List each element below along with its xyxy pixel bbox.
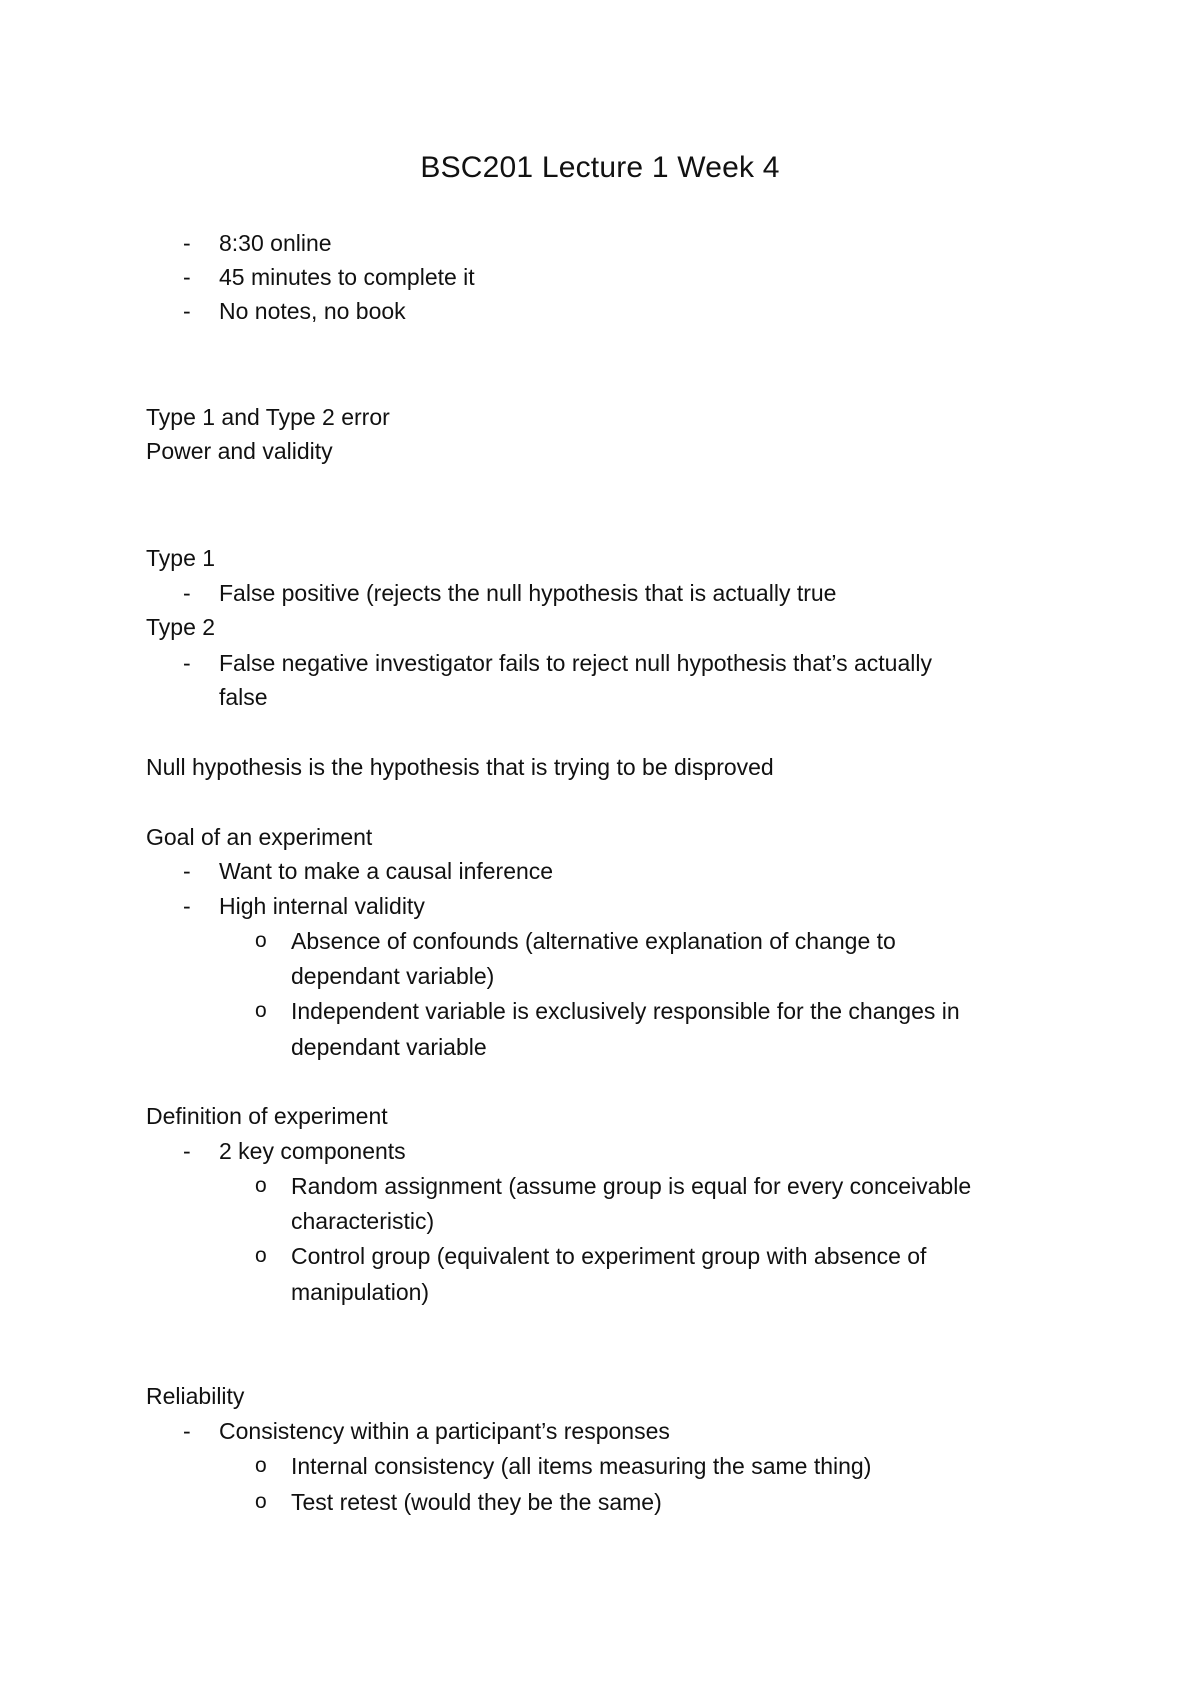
dash-bullet: -	[183, 230, 191, 256]
section-heading: Reliability	[146, 1383, 245, 1409]
dash-bullet: -	[183, 893, 191, 919]
list-item-text: False negative investigator fails to reject null hypothesis that’s actually	[219, 650, 932, 676]
list-item-text: 45 minutes to complete it	[219, 264, 475, 290]
sub-list-item-continuation: dependant variable	[291, 1034, 487, 1060]
list-item-text: False positive (rejects the null hypothesis that is actually true	[219, 580, 837, 606]
dash-bullet: -	[183, 650, 191, 676]
sub-list-item-continuation: manipulation)	[291, 1279, 430, 1305]
list-item-text: No notes, no book	[219, 298, 406, 324]
dash-bullet: -	[183, 264, 191, 290]
circle-bullet: o	[255, 929, 267, 952]
circle-bullet: o	[255, 999, 267, 1022]
sub-list-item-text: Internal consistency (all items measuring the same thing)	[291, 1453, 872, 1479]
section-heading: Type 1	[146, 545, 216, 571]
section-heading: Type 2	[146, 614, 216, 640]
topic-line: Type 1 and Type 2 error	[146, 404, 390, 430]
circle-bullet: o	[255, 1174, 267, 1197]
list-item-continuation: false	[219, 684, 268, 710]
topic-line: Power and validity	[146, 438, 333, 464]
list-item-text: Consistency within a participant’s responses	[219, 1418, 670, 1444]
page-title: BSC201 Lecture 1 Week 4	[420, 151, 780, 184]
section-heading: Definition of experiment	[146, 1103, 388, 1129]
list-item-text: Want to make a causal inference	[219, 858, 554, 884]
list-item-text: 2 key components	[219, 1138, 406, 1164]
sub-list-item-text: Independent variable is exclusively responsible for the changes in	[291, 998, 960, 1024]
sub-list-item-continuation: characteristic)	[291, 1208, 435, 1234]
dash-bullet: -	[183, 298, 191, 324]
sub-list-item-text: Random assignment (assume group is equal for every conceivable	[291, 1173, 972, 1199]
circle-bullet: o	[255, 1490, 267, 1513]
circle-bullet: o	[255, 1454, 267, 1477]
list-item-text: 8:30 online	[219, 230, 332, 256]
sub-list-item-continuation: dependant variable)	[291, 963, 495, 989]
sub-list-item-text: Control group (equivalent to experiment group with absence of	[291, 1243, 927, 1269]
dash-bullet: -	[183, 1138, 191, 1164]
circle-bullet: o	[255, 1244, 267, 1267]
dash-bullet: -	[183, 858, 191, 884]
list-item-text: High internal validity	[219, 893, 425, 919]
dash-bullet: -	[183, 580, 191, 606]
section-heading: Goal of an experiment	[146, 824, 373, 850]
dash-bullet: -	[183, 1418, 191, 1444]
paragraph: Null hypothesis is the hypothesis that is trying to be disproved	[146, 754, 774, 780]
sub-list-item-text: Absence of confounds (alternative explanation of change to	[291, 928, 896, 954]
sub-list-item-text: Test retest (would they be the same)	[291, 1489, 662, 1515]
